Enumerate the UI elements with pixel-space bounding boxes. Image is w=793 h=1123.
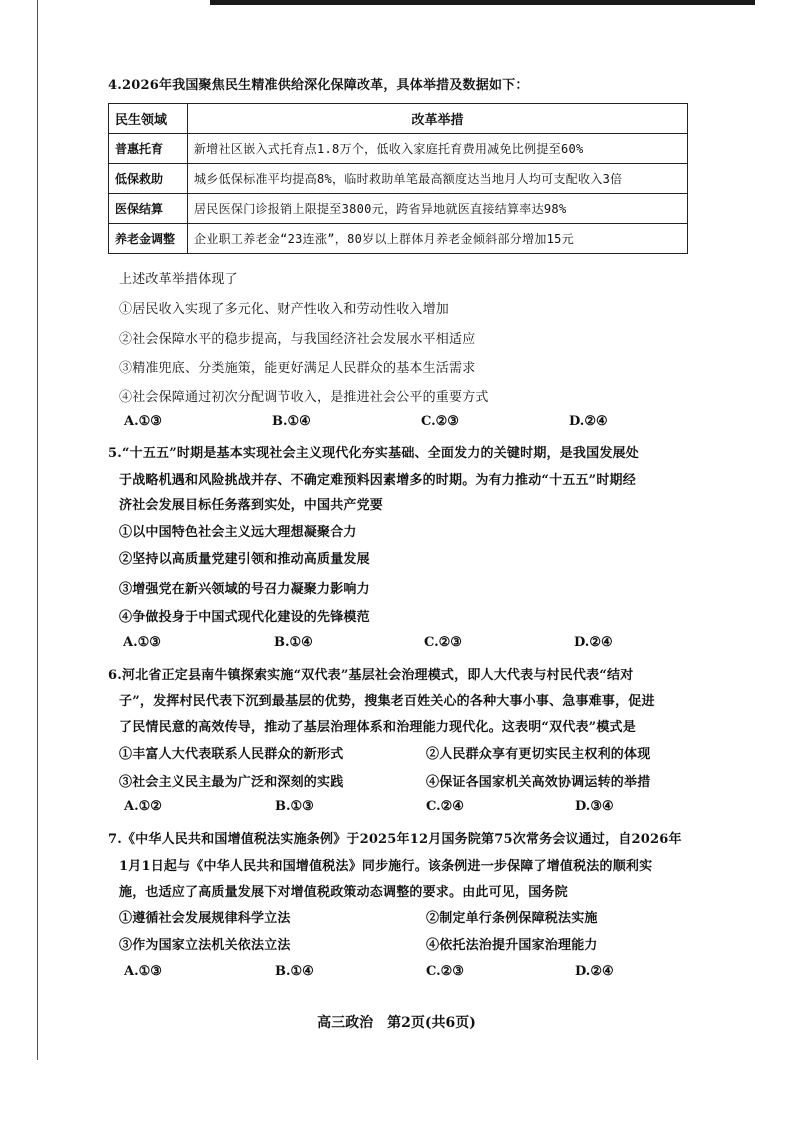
scan-top-edge [210, 0, 755, 5]
q7-stem-line-3: 施，也适应了高质量发展下对增值税政策动态调整的要求。由此可见，国务院 [119, 885, 568, 900]
q7-statement-3: ③作为国家立法机关依法立法 [119, 938, 291, 953]
q7-stem-line-2: 1月1日起与《中华人民共和国增值税法》同步施行。该条例进一步保障了增值税法的顺利实 [119, 859, 653, 874]
header-measure: 改革举措 [188, 104, 688, 134]
q6-statement-3: ③社会主义民主最为广泛和深刻的实践 [119, 775, 344, 790]
q6-stem-line-2: 子”，发挥村民代表下沉到最基层的优势，搜集老百姓关心的各种大事小事、急事难事，促进 [119, 694, 655, 709]
q4-statement-1: ①居民收入实现了多元化、财产性收入和劳动性收入增加 [119, 302, 450, 317]
q7-option-a[interactable]: A.①③ [124, 964, 162, 979]
q5-option-c[interactable]: C.②③ [424, 635, 462, 650]
q5-stem-line-2: 于战略机遇和风险挑战并存、不确定难预料因素增多的时期。为有力推动“十五五”时期经 [119, 473, 636, 488]
q6-option-d[interactable]: D.③④ [575, 799, 614, 814]
q7-stem-line-1: 7.《中华人民共和国增值税法实施条例》于2025年12月国务院第75次常务会议通过，自2026年 [108, 832, 682, 847]
reform-table [108, 103, 688, 254]
q5-stem-line-3: 济社会发展目标任务落到实处，中国共产党要 [119, 498, 384, 513]
q7-option-b[interactable]: B.①④ [275, 964, 314, 979]
q5-option-d[interactable]: D.②④ [574, 635, 613, 650]
row-measure: 城乡低保标准平均提高8%，临时救助单笔最高额度达当地月人均可支配收入3倍 [188, 164, 688, 194]
q6-option-b[interactable]: B.①③ [275, 799, 314, 814]
q5-option-a[interactable]: A.①③ [123, 635, 161, 650]
row-measure: 居民医保门诊报销上限提至3800元，跨省异地就医直接结算率达98% [188, 194, 688, 224]
header-area: 民生领域 [109, 104, 188, 134]
q5-statement-1: ①以中国特色社会主义远大理想凝聚合力 [119, 525, 357, 540]
q4-lead: 上述改革举措体现了 [119, 272, 238, 287]
scan-left-edge [37, 0, 38, 1060]
q4-option-c[interactable]: C.②③ [421, 414, 459, 429]
row-area: 普惠托育 [109, 134, 188, 164]
row-area: 低保救助 [109, 164, 188, 194]
q6-option-a[interactable]: A.①② [124, 799, 162, 814]
q6-option-c[interactable]: C.②④ [426, 799, 464, 814]
q4-option-b[interactable]: B.①④ [272, 414, 311, 429]
row-area: 医保结算 [109, 194, 188, 224]
row-area: 养老金调整 [109, 224, 188, 254]
q6-stem-line-3: 了民情民意的高效传导，推动了基层治理体系和治理能力现代化。这表明“双代表”模式是 [119, 720, 636, 735]
q7-statement-2: ②制定单行条例保障税法实施 [426, 911, 598, 926]
q4-stem: 4.2026年我国聚焦民生精准供给深化保障改革，具体举措及数据如下： [108, 78, 529, 93]
q5-stem-line-1: 5.“十五五”时期是基本实现社会主义现代化夯实基础、全面发力的关键时期，是我国发展处 [108, 446, 639, 461]
q4-statement-2: ②社会保障水平的稳步提高，与我国经济社会发展水平相适应 [119, 332, 476, 347]
q5-statement-2: ②坚持以高质量党建引领和推动高质量发展 [119, 552, 370, 567]
table-row [109, 194, 688, 224]
q7-option-c[interactable]: C.②③ [426, 964, 464, 979]
q5-statement-3: ③增强党在新兴领域的号召力凝聚力影响力 [119, 582, 370, 597]
q5-option-b[interactable]: B.①④ [274, 635, 313, 650]
q7-statement-1: ①遵循社会发展规律科学立法 [119, 911, 291, 926]
q6-statement-2: ②人民群众享有更切实民主权利的体现 [426, 747, 651, 762]
row-measure: 新增社区嵌入式托育点1.8万个，低收入家庭托育费用减免比例提至60% [188, 134, 688, 164]
table-row [109, 164, 688, 194]
table-row [109, 224, 688, 254]
q4-option-d[interactable]: D.②④ [569, 414, 608, 429]
q4-statement-3: ③精准兜底、分类施策，能更好满足人民群众的基本生活需求 [119, 361, 476, 376]
q7-statement-4: ④依托法治提升国家治理能力 [426, 938, 598, 953]
q7-option-d[interactable]: D.②④ [575, 964, 614, 979]
q6-statement-4: ④保证各国家机关高效协调运转的举措 [426, 775, 651, 790]
q4-statement-4: ④社会保障通过初次分配调节收入，是推进社会公平的重要方式 [119, 390, 489, 405]
table-header-row [109, 104, 688, 134]
q6-stem-line-1: 6.河北省正定县南牛镇探索实施“双代表”基层社会治理模式，即人大代表与村民代表“结对 [108, 668, 634, 683]
table-row [109, 134, 688, 164]
page-footer: 高三政治 第2页(共6页) [317, 1015, 476, 1031]
q5-statement-4: ④争做投身于中国式现代化建设的先锋模范 [119, 610, 370, 625]
row-measure: 企业职工养老金“23连涨”，80岁以上群体月养老金倾斜部分增加15元 [188, 224, 688, 254]
q4-option-a[interactable]: A.①③ [124, 414, 162, 429]
q6-statement-1: ①丰富人大代表联系人民群众的新形式 [119, 747, 344, 762]
